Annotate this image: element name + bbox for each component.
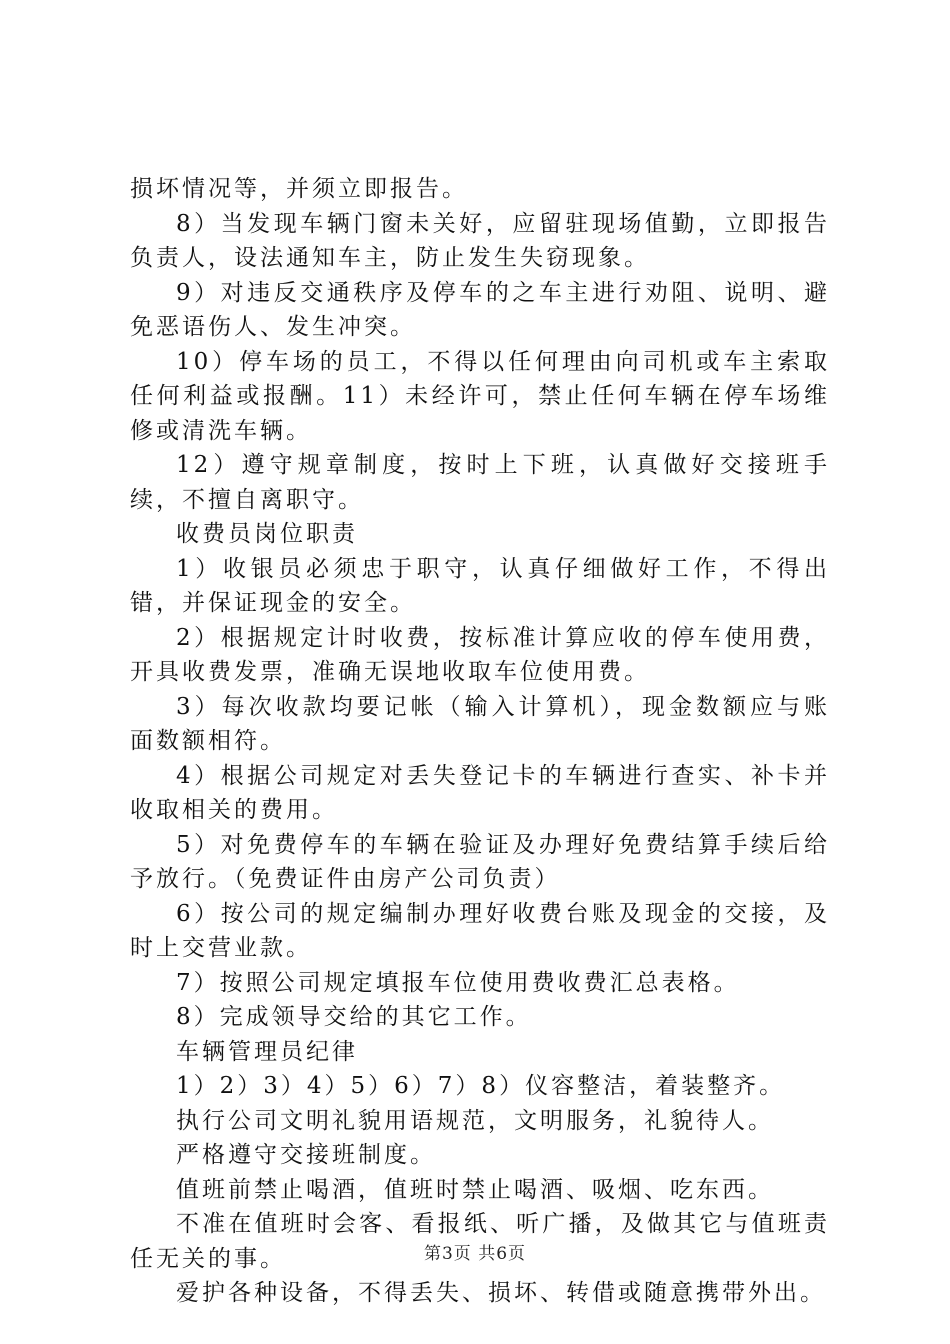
paragraph-cashier-7: 7）按照公司规定填报车位使用费收费汇总表格。	[176, 969, 740, 996]
paragraph-item-10-11-staff: 10）停车场的员工，不得以任何理由向司机或车主索取任何利益或报酬。11）未经许可，禁止任何车辆在停车场维修或清洗车辆。	[130, 348, 830, 444]
paragraph-discipline-alcohol: 值班前禁止喝酒，值班时禁止喝酒、吸烟、吃东西。	[176, 1176, 774, 1203]
paragraph-item-9-traffic: 9）对违反交通秩序及停车的之车主进行劝阻、说明、避免恶语伤人、发生冲突。	[130, 279, 830, 340]
section-heading-vehicle-manager-discipline: 车辆管理员纪律	[176, 1038, 358, 1065]
paragraph-cashier-4: 4）根据公司规定对丢失登记卡的车辆进行查实、补卡并收取相关的费用。	[130, 762, 830, 823]
paragraph-cashier-1: 1）收银员必须忠于职守，认真仔细做好工作，不得出错，并保证现金的安全。	[130, 555, 830, 616]
document-body	[130, 172, 830, 1311]
paragraph-discipline-shift: 严格遵守交接班制度。	[176, 1142, 436, 1168]
paragraph-item-8-doors: 8）当发现车辆门窗未关好，应留驻现场值勤，立即报告负责人，设法通知车主，防止发生失窃现象。	[130, 210, 830, 271]
paragraph-item-12-rules: 12）遵守规章制度，按时上下班，认真做好交接班手续，不擅自离职守。	[130, 452, 830, 513]
paragraph-cashier-5: 5）对免费停车的车辆在验证及办理好免费结算手续后给予放行。（免费证件由房产公司负责）	[130, 831, 830, 892]
paragraph-continuation: 损坏情况等，并须立即报告。	[130, 176, 468, 202]
paragraph-cashier-6: 6）按公司的规定编制办理好收费台账及现金的交接，及时上交营业款。	[130, 900, 830, 961]
page-number-footer: 第3页 共6页	[423, 1244, 527, 1264]
section-heading-cashier-duties: 收费员岗位职责	[176, 521, 358, 547]
paragraph-cashier-3: 3）每次收款均要记帐（输入计算机），现金数额应与账面数额相符。	[130, 693, 830, 754]
paragraph-discipline-equipment: 爱护各种设备，不得丢失、损坏、转借或随意携带外出。	[176, 1280, 826, 1306]
paragraph-discipline-list: 1）2）3）4）5）6）7）8）仪容整洁，着装整齐。	[176, 1073, 786, 1099]
paragraph-cashier-2: 2）根据规定计时收费，按标准计算应收的停车使用费，开具收费发票，准确无误地收取车位使用费。	[130, 624, 830, 685]
paragraph-discipline-distractions: 不准在值班时会客、看报纸、听广播，及做其它与值班责任无关的事。	[130, 1211, 830, 1272]
paragraph-discipline-courtesy: 执行公司文明礼貌用语规范，文明服务，礼貌待人。	[176, 1107, 774, 1134]
paragraph-cashier-8: 8）完成领导交给的其它工作。	[176, 1004, 532, 1030]
